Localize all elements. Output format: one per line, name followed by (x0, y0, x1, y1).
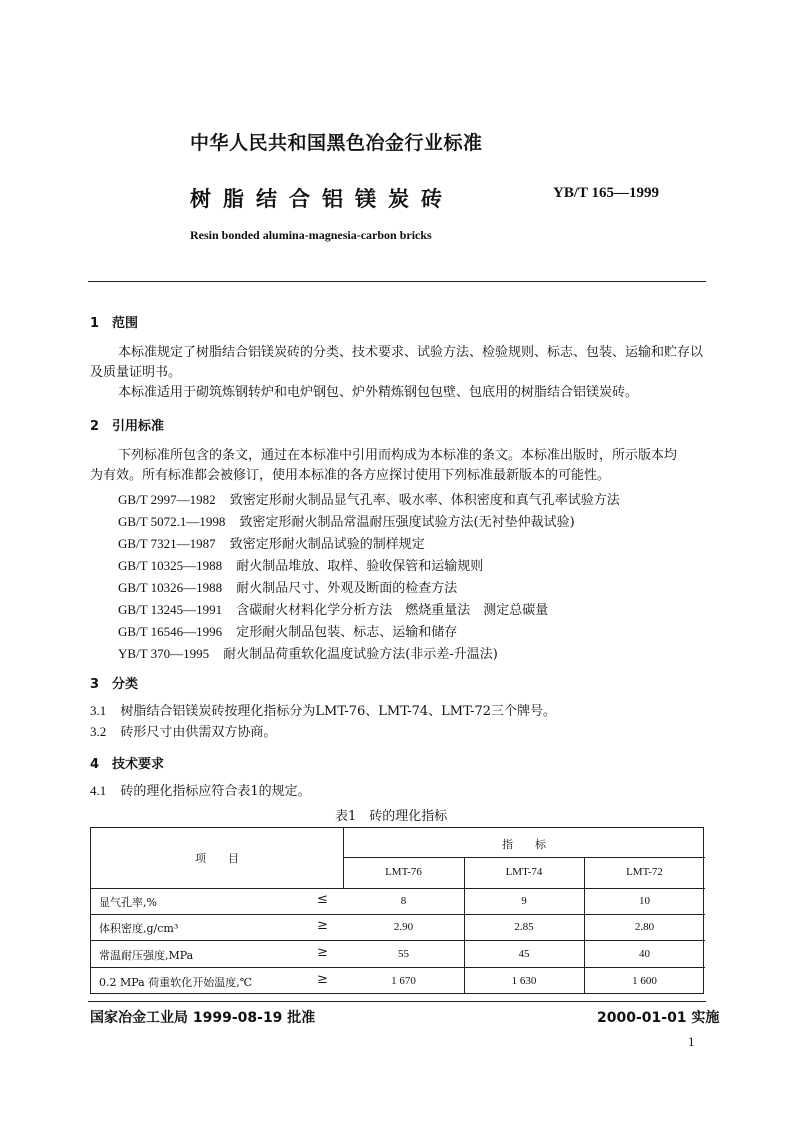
header-divider (88, 281, 706, 282)
issuing-organization: 中华人民共和国黑色冶金行业标准 (190, 132, 483, 154)
footer-divider (88, 1001, 706, 1002)
table-grid-line (91, 888, 705, 889)
row-value: 1 630 (511, 975, 537, 987)
section-2-para-line-2: 为有效。所有标准都会被修订，使用本标准的各方应探讨使用下列标准最新版本的可能性。 (90, 468, 611, 483)
reference-title: 致密定形耐火制品常温耐压强度试验方法(无衬垫仲裁试验) (239, 515, 575, 530)
row-value: 9 (521, 895, 527, 907)
reference-code: GB/T 7321—1987 (118, 536, 216, 551)
item-header: 项 目 (195, 852, 239, 865)
reference-title: 耐火制品堆放、取样、验收保管和运输规则 (236, 559, 484, 574)
row-value: 2.80 (634, 921, 655, 933)
row-item: 0.2 MPa 荷重软化开始温度,℃ (99, 976, 253, 989)
clause-4-1 (90, 780, 311, 802)
index-header: 指 标 (502, 838, 546, 851)
table-grid-line (91, 967, 705, 968)
reference-code: GB/T 5072.1—1998 (118, 514, 226, 529)
section-2-para-line-1: 下列标准所包含的条文，通过在本标准中引用而构成为本标准的条文。本标准出版时，所示版本均 (118, 448, 678, 463)
grade-header: LMT-76 (385, 866, 422, 878)
reference-item (118, 489, 620, 508)
section-1-heading: 1 范围 (90, 316, 139, 331)
section-1-para-2: 本标准适用于砌筑炼钢转炉和电炉钢包、炉外精炼钢包包壁、包底用的树脂结合铝镁炭砖。 (118, 385, 639, 400)
approval-line: 国家冶金工业局 1999-08-19 批准 (90, 1010, 316, 1026)
row-operator: ≤ (317, 892, 328, 907)
reference-title: 致密定形耐火制品试验的制样规定 (229, 537, 425, 552)
reference-item (118, 621, 457, 640)
row-value: 2.85 (514, 921, 534, 933)
reference-item (118, 555, 483, 574)
reference-item (118, 577, 457, 596)
reference-title: 耐火制品荷重软化温度试验方法(非示差-升温法) (223, 647, 498, 662)
clause-text: 砖形尺寸由供需双方协商。 (120, 725, 277, 740)
clause-text: 树脂结合铝镁炭砖按理化指标分为LMT-76、LMT-74、LMT-72三个牌号。 (120, 704, 557, 719)
reference-code: GB/T 2997—1982 (118, 492, 216, 507)
clause-3-1 (90, 700, 556, 722)
row-item: 体积密度,g/cm³ (99, 922, 179, 935)
row-value: 2.90 (393, 921, 414, 933)
reference-item (118, 643, 498, 662)
row-value: 10 (639, 895, 650, 907)
table-caption: 表1 砖的理化指标 (335, 809, 448, 824)
clause-3-2 (90, 721, 276, 743)
reference-code: GB/T 10326—1988 (118, 580, 223, 595)
reference-title: 含碳耐火材料化学分析方法 燃烧重量法 测定总碳量 (236, 603, 549, 618)
section-1-para-1-line-1: 本标准规定了树脂结合铝镁炭砖的分类、技术要求、试验方法、检验规则、标志、包装、运输和贮存以 (118, 345, 704, 360)
english-title: Resin bonded alumina-magnesia-carbon bricks (190, 228, 432, 242)
standard-title: 树脂结合铝镁炭砖 (190, 187, 454, 211)
row-value: 1 670 (391, 975, 416, 987)
grade-header: LMT-72 (626, 866, 663, 878)
reference-code: GB/T 16546—1996 (118, 624, 223, 639)
reference-item (118, 533, 425, 552)
reference-title: 定形耐火制品包装、标志、运输和储存 (236, 625, 458, 640)
page-number: 1 (688, 1034, 695, 1049)
table-grid-line (343, 857, 705, 858)
grade-header: LMT-74 (505, 866, 543, 878)
section-3-heading: 3 分类 (90, 677, 139, 692)
reference-item (118, 599, 548, 618)
table-grid-line (91, 914, 705, 915)
row-operator: ≥ (317, 918, 328, 933)
effective-date: 2000-01-01 实施 (597, 1010, 720, 1026)
reference-code: GB/T 10325—1988 (118, 558, 223, 573)
reference-code: YB/T 370—1995 (118, 646, 210, 661)
reference-item (118, 511, 575, 530)
section-4-heading: 4 技术要求 (90, 757, 165, 772)
row-operator: ≥ (317, 972, 328, 987)
clause-number: 3.1 (90, 703, 107, 718)
reference-code: GB/T 13245—1991 (118, 602, 223, 617)
reference-title: 致密定形耐火制品显气孔率、吸水率、体积密度和真气孔率试验方法 (229, 493, 620, 508)
row-value: 45 (518, 948, 530, 960)
section-2-heading: 2 引用标准 (90, 419, 165, 434)
clause-number: 3.2 (90, 724, 107, 739)
row-item: 常温耐压强度,MPa (99, 949, 194, 962)
row-value: 1 600 (632, 975, 657, 987)
reference-title: 耐火制品尺寸、外观及断面的检查方法 (236, 581, 458, 596)
clause-number: 4.1 (90, 783, 107, 798)
row-value: 55 (398, 948, 409, 960)
section-1-para-1-line-2: 及质量证明书。 (90, 365, 182, 380)
clause-text: 砖的理化指标应符合表1的规定。 (120, 784, 311, 799)
standard-code: YB/T 165—1999 (553, 185, 659, 201)
row-operator: ≥ (317, 945, 328, 960)
table-grid-line (91, 940, 705, 941)
row-value: 8 (400, 895, 407, 907)
properties-table (90, 827, 704, 994)
row-value: 40 (639, 948, 650, 960)
row-item: 显气孔率,% (99, 896, 157, 909)
